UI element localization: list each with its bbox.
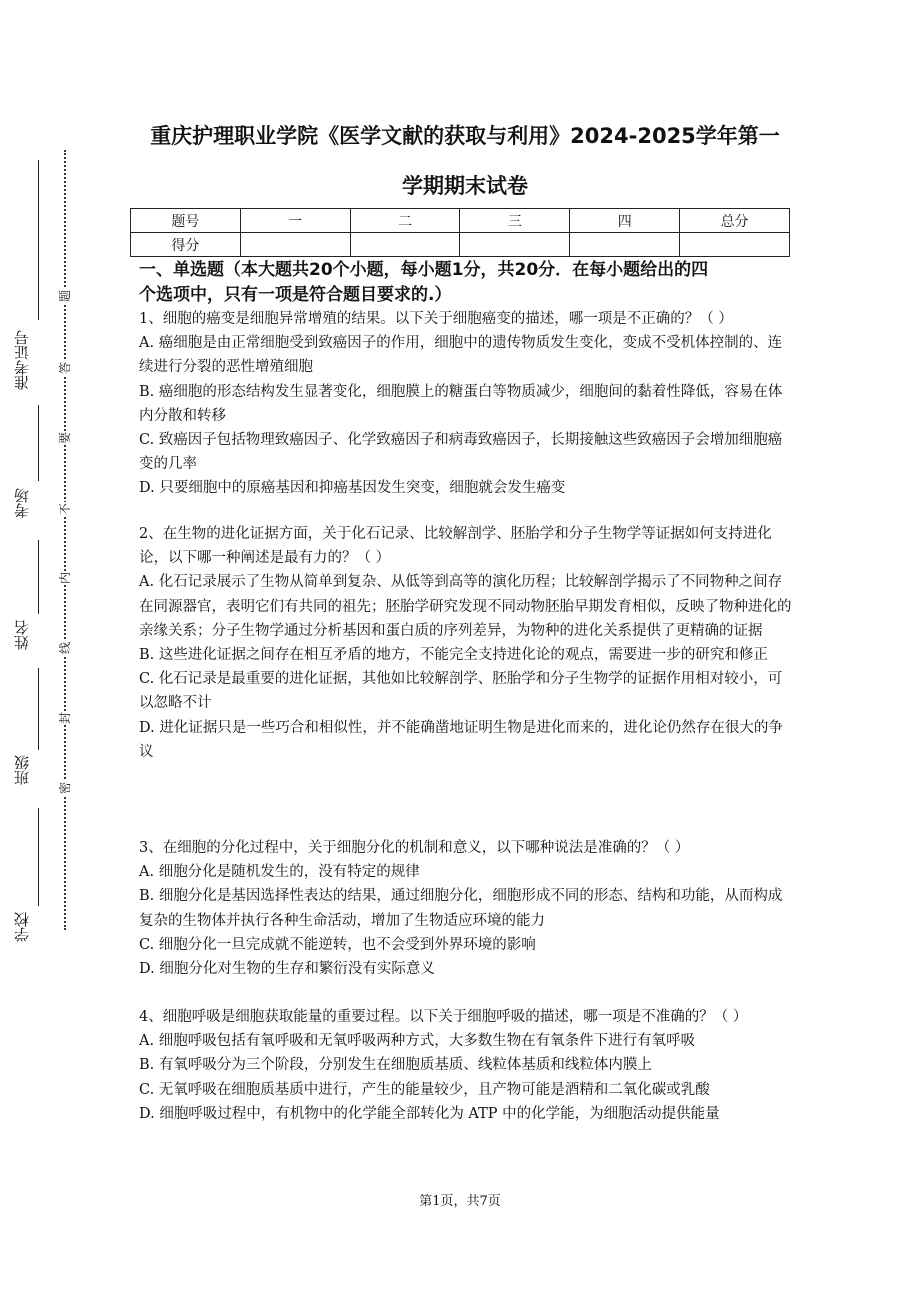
score-table: [130, 208, 790, 257]
score-input-cell: [680, 233, 790, 257]
score-input-cell: [460, 233, 570, 257]
seal-char: 线: [58, 642, 72, 655]
option-d: D. 细胞呼吸过程中，有机物中的化学能全部转化为 ATP 中的化学能，为细胞活动提供能量: [139, 1105, 720, 1122]
option-b: B. 细胞分化是基因选择性表达的结果，通过细胞分化，细胞形成不同的形态、结构和功能，从而构成复杂的生物体并执行各种生命活动，增加了生物适应环境的能力: [139, 888, 783, 929]
section-heading-line1: 一、单选题（本大题共20个小题，每小题1分，共20分．在每小题给出的四: [139, 260, 709, 280]
score-cell: 四: [570, 209, 680, 233]
score-cell: 二: [350, 209, 460, 233]
class-line: [38, 668, 39, 750]
page-footer: 第1页，共7页: [419, 1194, 501, 1209]
option-a: A. 癌细胞是由正常细胞受到致癌因子的作用，细胞中的遗传物质发生变化，变成不受机体控制的、连续进行分裂的恶性增殖细胞: [139, 335, 783, 376]
option-b: B. 癌细胞的形态结构发生显著变化，细胞膜上的糖蛋白等物质减少，细胞间的黏着性降低，容易在体内分散和转移: [139, 383, 783, 424]
option-b: B. 有氧呼吸分为三个阶段，分别发生在细胞质基质、线粒体基质和线粒体内膜上: [139, 1057, 652, 1074]
option-c: C. 细胞分化一旦完成就不能逆转，也不会受到外界环境的影响: [139, 936, 536, 953]
score-table-score-row: [131, 233, 790, 257]
option-d: D. 细胞分化对生物的生存和繁衍没有实际意义: [139, 961, 435, 978]
seal-char: 内: [58, 572, 72, 585]
question-stem: 2、在生物的进化证据方面，关于化石记录、比较解剖学、胚胎学和分子生物学等证据如何支持进化论，以下哪一种阐述是最有力的？（ ）: [139, 526, 772, 567]
question-4: [139, 1005, 794, 1126]
seal-char: 答: [58, 362, 72, 375]
school-label: 学校: [13, 912, 31, 942]
class-label: 班级: [13, 755, 31, 785]
score-input-cell: [570, 233, 680, 257]
score-table-header-row: [131, 209, 790, 233]
score-cell: 一: [240, 209, 350, 233]
option-c: C. 无氧呼吸在细胞质基质中进行，产生的能量较少，且产物可能是酒精和二氧化碳或乳酸: [139, 1081, 710, 1098]
seal-char: 要: [58, 432, 72, 445]
option-c: C. 致癌因子包括物理致癌因子、化学致癌因子和病毒致癌因子，长期接触这些致癌因子会增加细胞癌变的几率: [139, 432, 783, 473]
exam-room-label: 考场: [13, 488, 31, 518]
school-line: [38, 808, 39, 906]
question-stem: 3、在细胞的分化过程中，关于细胞分化的机制和意义，以下哪种说法是准确的？（ ）: [139, 840, 690, 856]
score-input-cell: [350, 233, 460, 257]
option-c: C. 化石记录是最重要的进化证据，其他如比较解剖学、胚胎学和分子生物学的证据作用相对较小，可以忽略不计: [139, 671, 783, 712]
score-cell: 三: [460, 209, 570, 233]
name-line: [38, 540, 39, 614]
question-stem: 1、细胞的癌变是细胞异常增殖的结果。以下关于细胞癌变的描述，哪一项是不正确的？（ ）: [139, 311, 733, 327]
section-heading-line2: 个选项中，只有一项是符合题目要求的.）: [139, 285, 452, 305]
score-cell: 题号: [131, 209, 241, 233]
option-b: B. 这些进化证据之间存在相互矛盾的地方，不能完全支持进化论的观点，需要进一步的研究和修正: [139, 647, 768, 664]
score-cell: 总分: [680, 209, 790, 233]
option-d: D. 只要细胞中的原癌基因和抑癌基因发生突变，细胞就会发生癌变: [139, 480, 566, 497]
name-label: 姓名: [13, 620, 31, 650]
question-stem: 4、细胞呼吸是细胞获取能量的重要过程。以下关于细胞呼吸的描述，哪一项是不准确的？（ ）: [139, 1009, 748, 1025]
exam-number-label: 准考证号: [13, 330, 31, 390]
question-1: [139, 307, 794, 501]
section-heading: [139, 258, 789, 308]
option-a: A. 化石记录展示了生物从简单到复杂、从低等到高等的演化历程；比较解剖学揭示了不同物种之间存在同源器官，表明它们有共同的祖先；胚胎学研究发现不同动物胚胎早期发育相似，反映了物种进化的亲缘关系；分子生物学通过分析基因和蛋白质的序列差异，为物种的进化关系提供了更精确的证据: [139, 574, 792, 639]
seal-char: 封: [58, 712, 72, 725]
score-cell: 得分: [131, 233, 241, 257]
option-a: A. 细胞呼吸包括有氧呼吸和无氧呼吸两种方式，大多数生物在有氧条件下进行有氧呼吸: [139, 1033, 696, 1050]
exam-room-line: [38, 405, 39, 481]
seal-char: 密: [58, 782, 72, 795]
option-d: D. 进化证据只是一些巧合和相似性，并不能确凿地证明生物是进化而来的，进化论仍然存在很大的争议: [139, 719, 783, 760]
seal-dotted-line: [64, 150, 66, 930]
exam-number-line: [38, 160, 39, 320]
seal-char: 不: [58, 503, 72, 516]
exam-title-line1: 重庆护理职业学院《医学文献的获取与利用》2024-2025学年第一: [150, 124, 780, 148]
question-2: [139, 522, 794, 764]
binding-margin: [0, 0, 110, 1302]
score-input-cell: [240, 233, 350, 257]
question-3: [139, 836, 794, 981]
option-a: A. 细胞分化是随机发生的，没有特定的规律: [139, 864, 420, 881]
seal-char: 题: [58, 290, 72, 303]
exam-title-line2: 学期期末试卷: [402, 174, 528, 198]
